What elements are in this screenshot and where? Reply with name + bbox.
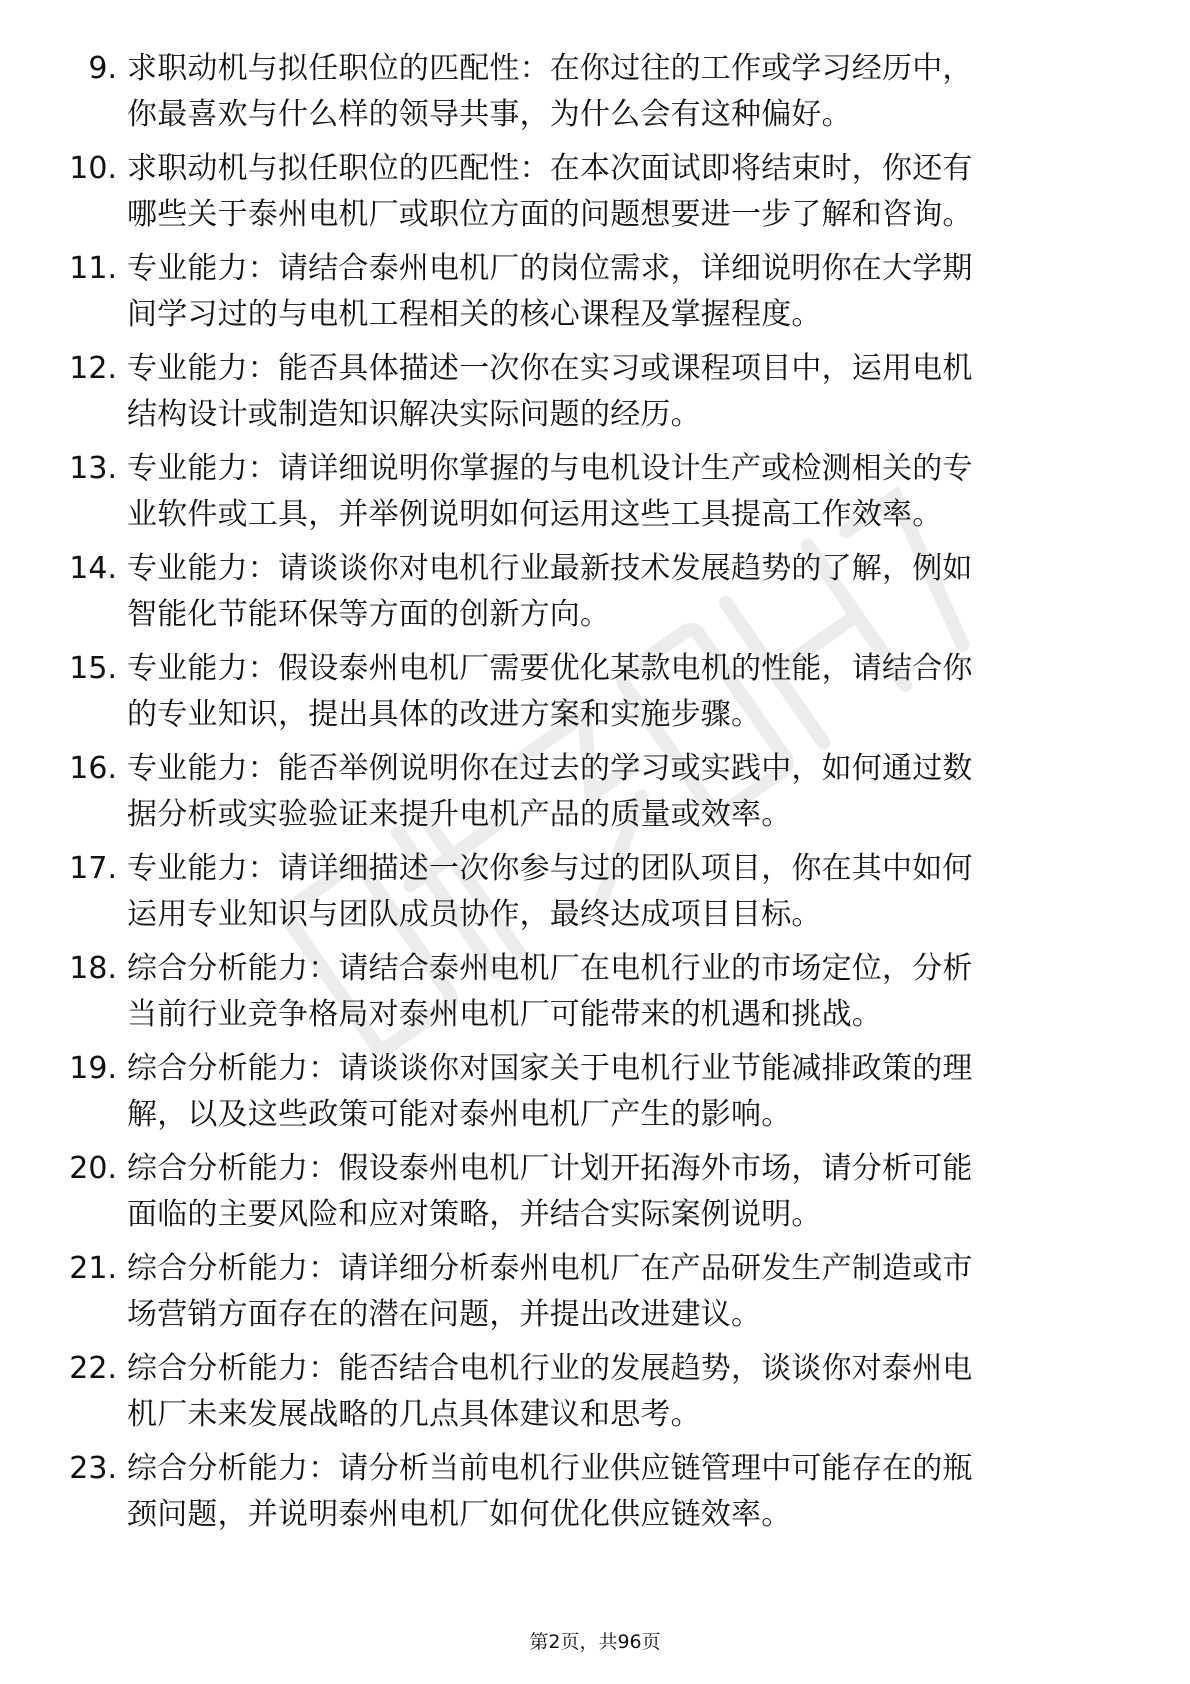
question-line: 颈问题，并说明泰州电机厂如何优化供应链效率。 xyxy=(127,1497,792,1532)
question-number: 11. xyxy=(69,251,117,286)
question-text xyxy=(127,946,1127,1038)
question-number: 23. xyxy=(69,1451,117,1486)
question-line: 哪些关于泰州电机厂或职位方面的问题想要进一步了解和咨询。 xyxy=(127,197,973,232)
question-number: 10. xyxy=(69,151,117,186)
question-number: 20. xyxy=(69,1151,117,1186)
question-line: 场营销方面存在的潜在问题，并提出改进建议。 xyxy=(127,1297,762,1332)
question-line: 综合分析能力：假设泰州电机厂计划开拓海外市场，请分析可能 xyxy=(127,1151,973,1186)
question-line: 求职动机与拟任职位的匹配性：在你过往的工作或学习经历中， xyxy=(127,51,973,86)
question-number: 17. xyxy=(69,851,117,886)
question-item xyxy=(0,1046,1190,1146)
question-item xyxy=(0,146,1190,246)
question-line: 业软件或工具，并举例说明如何运用这些工具提高工作效率。 xyxy=(127,497,943,532)
question-line: 综合分析能力：请详细分析泰州电机厂在产品研发生产制造或市 xyxy=(127,1251,973,1286)
question-number: 16. xyxy=(69,751,117,786)
question-line: 结构设计或制造知识解决实际问题的经历。 xyxy=(127,397,701,432)
question-item xyxy=(0,1246,1190,1346)
question-line: 综合分析能力：请分析当前电机行业供应链管理中可能存在的瓶 xyxy=(127,1451,973,1486)
question-line: 机厂未来发展战略的几点具体建议和思考。 xyxy=(127,1397,701,1432)
question-number: 13. xyxy=(69,451,117,486)
question-number: 21. xyxy=(69,1251,117,1286)
question-item xyxy=(0,1446,1190,1546)
question-text xyxy=(127,646,1127,738)
question-item xyxy=(0,346,1190,446)
question-line: 专业能力：能否具体描述一次你在实习或课程项目中，运用电机 xyxy=(127,351,973,386)
question-text xyxy=(127,346,1127,438)
question-line: 综合分析能力：请谈谈你对国家关于电机行业节能减排政策的理 xyxy=(127,1051,973,1086)
question-text xyxy=(127,146,1127,238)
question-item xyxy=(0,446,1190,546)
question-line: 间学习过的与电机工程相关的核心课程及掌握程度。 xyxy=(127,297,822,332)
question-line: 综合分析能力：请结合泰州电机厂在电机行业的市场定位，分析 xyxy=(127,951,973,986)
question-line: 解，以及这些政策可能对泰州电机厂产生的影响。 xyxy=(127,1097,792,1132)
page-footer: 第2页，共96页 xyxy=(529,1631,661,1653)
question-line: 据分析或实验验证来提升电机产品的质量或效率。 xyxy=(127,797,792,832)
question-number: 14. xyxy=(69,551,117,586)
question-text xyxy=(127,1246,1127,1338)
question-text xyxy=(127,446,1127,538)
question-line: 专业能力：能否举例说明你在过去的学习或实践中，如何通过数 xyxy=(127,751,973,786)
question-number: 18. xyxy=(69,951,117,986)
question-item xyxy=(0,1146,1190,1246)
question-line: 你最喜欢与什么样的领导共事，为什么会有这种偏好。 xyxy=(127,97,852,132)
question-line: 专业能力：假设泰州电机厂需要优化某款电机的性能，请结合你 xyxy=(127,651,973,686)
question-text xyxy=(127,1446,1127,1538)
question-text xyxy=(127,46,1127,138)
question-line: 综合分析能力：能否结合电机行业的发展趋势，谈谈你对泰州电 xyxy=(127,1351,973,1386)
question-number: 12. xyxy=(69,351,117,386)
question-item xyxy=(0,46,1190,146)
question-number: 15. xyxy=(69,651,117,686)
question-list xyxy=(0,46,1190,1546)
question-text xyxy=(127,1346,1127,1438)
question-line: 专业能力：请谈谈你对电机行业最新技术发展趋势的了解，例如 xyxy=(127,551,973,586)
question-line: 专业能力：请详细说明你掌握的与电机设计生产或检测相关的专 xyxy=(127,451,973,486)
question-line: 运用专业知识与团队成员协作，最终达成项目目标。 xyxy=(127,897,822,932)
question-text xyxy=(127,1146,1127,1238)
question-line: 专业能力：请详细描述一次你参与过的团队项目，你在其中如何 xyxy=(127,851,973,886)
question-text xyxy=(127,246,1127,338)
question-item xyxy=(0,546,1190,646)
question-item xyxy=(0,846,1190,946)
question-line: 求职动机与拟任职位的匹配性：在本次面试即将结束时，你还有 xyxy=(127,151,973,186)
question-line: 的专业知识，提出具体的改进方案和实施步骤。 xyxy=(127,697,762,732)
question-number: 9. xyxy=(88,51,117,86)
question-number: 22. xyxy=(69,1351,117,1386)
question-text xyxy=(127,846,1127,938)
question-item xyxy=(0,646,1190,746)
question-item xyxy=(0,1346,1190,1446)
question-text xyxy=(127,1046,1127,1138)
question-item xyxy=(0,746,1190,846)
question-item xyxy=(0,946,1190,1046)
question-line: 当前行业竞争格局对泰州电机厂可能带来的机遇和挑战。 xyxy=(127,997,882,1032)
question-text xyxy=(127,746,1127,838)
question-line: 专业能力：请结合泰州电机厂的岗位需求，详细说明你在大学期 xyxy=(127,251,973,286)
question-text xyxy=(127,546,1127,638)
question-line: 面临的主要风险和应对策略，并结合实际案例说明。 xyxy=(127,1197,822,1232)
question-item xyxy=(0,246,1190,346)
question-line: 智能化节能环保等方面的创新方向。 xyxy=(127,597,611,632)
question-number: 19. xyxy=(69,1051,117,1086)
